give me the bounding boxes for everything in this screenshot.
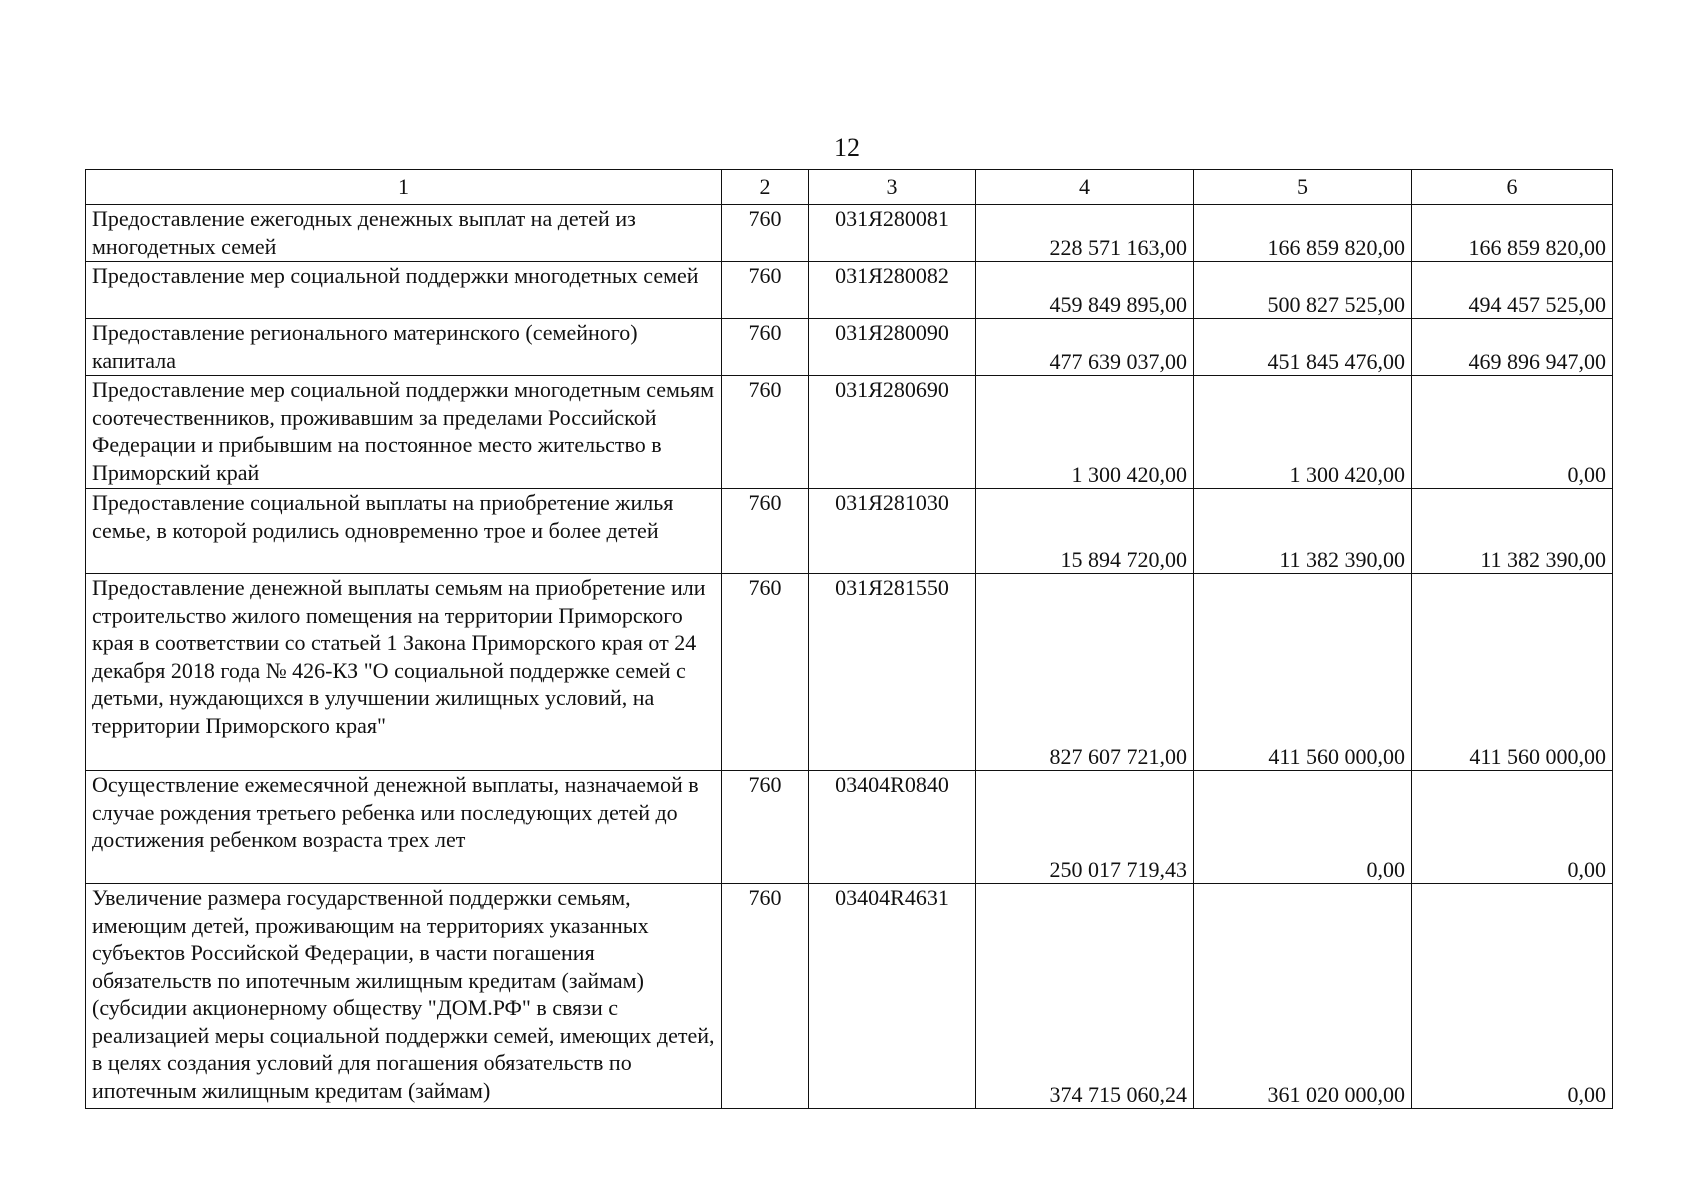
target-code: 03404R4631 (809, 884, 976, 1109)
table-row (86, 205, 1613, 262)
column-header: 3 (809, 170, 976, 205)
admin-code: 760 (722, 574, 809, 771)
table-row (86, 884, 1613, 1109)
amount-col-4: 459 849 895,00 (976, 262, 1194, 319)
amount-col-5: 0,00 (1194, 771, 1412, 884)
amount-col-5: 166 859 820,00 (1194, 205, 1412, 262)
admin-code: 760 (722, 262, 809, 319)
column-header: 6 (1412, 170, 1613, 205)
table-row (86, 574, 1613, 771)
expense-name: Осуществление ежемесячной денежной выплаты, назначаемой в случае рождения третьего ребенка или последующих детей до достижения ребенком возраста трех лет (86, 771, 722, 884)
target-code: 031Я280081 (809, 205, 976, 262)
page-number: 12 (834, 133, 860, 162)
column-header: 1 (86, 170, 722, 205)
amount-col-5: 11 382 390,00 (1194, 489, 1412, 574)
amount-col-6: 0,00 (1412, 771, 1613, 884)
amount-col-5: 500 827 525,00 (1194, 262, 1412, 319)
column-header: 5 (1194, 170, 1412, 205)
amount-col-6: 166 859 820,00 (1412, 205, 1613, 262)
table-row (86, 262, 1613, 319)
target-code: 031Я280090 (809, 319, 976, 376)
expense-name: Предоставление ежегодных денежных выплат на детей из многодетных семей (86, 205, 722, 262)
target-code: 031Я280082 (809, 262, 976, 319)
amount-col-4: 1 300 420,00 (976, 376, 1194, 489)
expense-name: Предоставление мер социальной поддержки многодетных семей (86, 262, 722, 319)
column-header: 2 (722, 170, 809, 205)
table-header-row (86, 170, 1613, 205)
amount-col-4: 250 017 719,43 (976, 771, 1194, 884)
amount-col-4: 827 607 721,00 (976, 574, 1194, 771)
amount-col-5: 1 300 420,00 (1194, 376, 1412, 489)
amount-col-6: 411 560 000,00 (1412, 574, 1613, 771)
amount-col-4: 15 894 720,00 (976, 489, 1194, 574)
amount-col-5: 451 845 476,00 (1194, 319, 1412, 376)
target-code: 031Я281030 (809, 489, 976, 574)
expense-name: Предоставление мер социальной поддержки многодетным семьям соотечественников, проживавшим за пределами Российской Федерации и прибывшим на постоянное место жительство в Приморский край (86, 376, 722, 489)
expense-name: Увеличение размера государственной поддержки семьям, имеющим детей, проживающим на территориях указанных субъектов Российской Федерации, в части погашения обязательств по ипотечным жилищным кредитам (займам) (субсидии акционерному обществу "ДОМ.РФ" в связи с реализацией меры социальной поддержки семей, имеющих детей, в целях создания условий для погашения обязательств по ипотечным жилищным кредитам (займам) (86, 884, 722, 1109)
table-row (86, 319, 1613, 376)
expense-name: Предоставление денежной выплаты семьям на приобретение или строительство жилого помещения на территории Приморского края в соответствии со статьей 1 Закона Приморского края от 24 декабря 2018 года № 426-КЗ "О социальной поддержке семей с детьми, нуждающихся в улучшении жилищных условий, на территории Приморского края" (86, 574, 722, 771)
expense-name: Предоставление социальной выплаты на приобретение жилья семье, в которой родились одновременно трое и более детей (86, 489, 722, 574)
target-code: 03404R0840 (809, 771, 976, 884)
amount-col-4: 477 639 037,00 (976, 319, 1194, 376)
amount-col-4: 374 715 060,24 (976, 884, 1194, 1109)
amount-col-6: 11 382 390,00 (1412, 489, 1613, 574)
amount-col-6: 0,00 (1412, 884, 1613, 1109)
admin-code: 760 (722, 319, 809, 376)
table-row (86, 771, 1613, 884)
admin-code: 760 (722, 376, 809, 489)
admin-code: 760 (722, 205, 809, 262)
amount-col-6: 469 896 947,00 (1412, 319, 1613, 376)
table-row (86, 489, 1613, 574)
amount-col-6: 0,00 (1412, 376, 1613, 489)
admin-code: 760 (722, 884, 809, 1109)
admin-code: 760 (722, 489, 809, 574)
budget-table (85, 169, 1613, 1109)
amount-col-5: 411 560 000,00 (1194, 574, 1412, 771)
admin-code: 760 (722, 771, 809, 884)
column-header: 4 (976, 170, 1194, 205)
target-code: 031Я280690 (809, 376, 976, 489)
amount-col-5: 361 020 000,00 (1194, 884, 1412, 1109)
amount-col-4: 228 571 163,00 (976, 205, 1194, 262)
amount-col-6: 494 457 525,00 (1412, 262, 1613, 319)
expense-name: Предоставление регионального материнского (семейного) капитала (86, 319, 722, 376)
target-code: 031Я281550 (809, 574, 976, 771)
table-row (86, 376, 1613, 489)
